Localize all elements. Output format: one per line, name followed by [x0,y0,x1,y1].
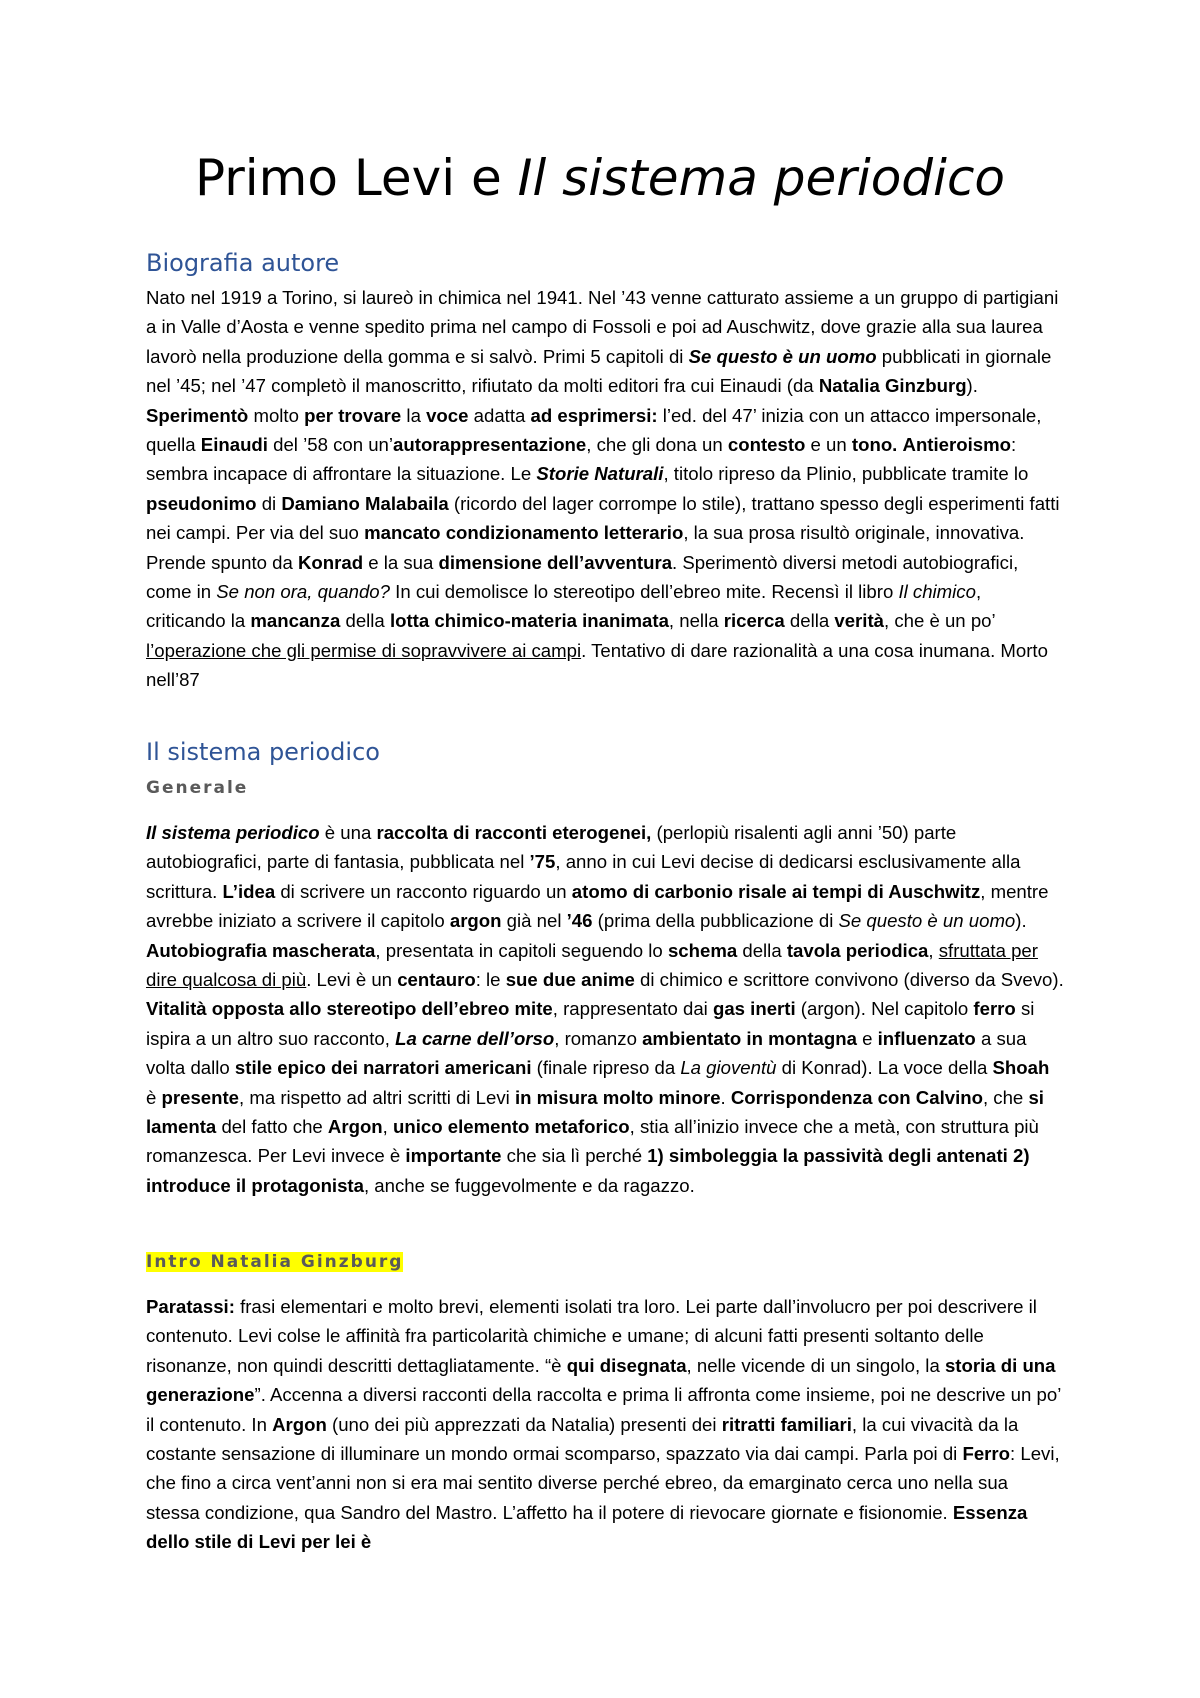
text-run: adatta [468,404,531,426]
subheading-intro-ginzburg [146,1252,403,1272]
text-run: (prima della pubblicazione di [592,910,839,932]
text-run: (argon). Nel capitolo [795,998,974,1020]
text-run: che sia lì perché [501,1145,648,1167]
italic-text: La gioventù [680,1057,777,1079]
bold-italic-text: Se questo è un uomo [688,345,877,367]
text-run: ). [1015,910,1027,932]
bold-italic-text: La carne dell’orso [395,1027,555,1049]
text-run: del fatto che [216,1116,328,1138]
text-run: : Levi, che fino a circa vent’anni non si era mai sentito diverse perché ebreo, da emarginato cerca uno nella sua stessa condizione, qua Sandro del Mastro. L’affetto ha il potere di rievocare giornate e fisionomie. [146,1443,1060,1523]
text-run: Nato nel 1919 a Torino, si laureò in chimica nel 1941. Nel ’43 venne catturato assieme a un gruppo di partigiani a in Valle d’Aosta e venne spedito prima nel campo di Fossoli e poi ad Auschwitz, dove grazie alla sua laurea lavorò nella produzione della gomma e si salvò. Primi 5 capitoli di [146,287,1059,367]
bold-text: ’75 [529,851,556,873]
bold-text: stile epico dei narratori americani [234,1057,532,1079]
text-run: già nel [501,910,567,932]
bold-text: L’idea [222,880,276,902]
bold-text: Ferro [962,1443,1011,1465]
text-run: (uno dei più apprezzati da Natalia) presenti dei [326,1413,722,1435]
bold-text: Argon [327,1116,383,1138]
text-run: di scrivere un racconto riguardo un [275,880,572,902]
text-run: , anche se fuggevolmente e da ragazzo. [363,1174,695,1196]
text-run: si ispira a un altro suo racconto, [146,998,1035,1049]
bold-text: pseudonimo [146,492,257,514]
bold-text: centauro [397,969,476,991]
text-run: della [737,939,787,961]
text-run: ”. Accenna a diversi racconti della raccolta e prima li affronta come insieme, poi ne descrive un po’ il contenuto. In [146,1384,1061,1435]
text-run: , che gli dona un [586,434,728,456]
bold-text: ritratti familiari [721,1413,852,1435]
bold-text: tono. [851,434,898,456]
heading-sistema-periodico: Il sistema periodico [146,738,380,766]
text-run: della [784,610,835,632]
bold-text: mancanza [250,610,341,632]
bold-italic-text: Storie Naturali [536,463,664,485]
italic-text: Il chimico [898,581,976,603]
bold-text: sue due anime [505,969,635,991]
text-run: , la sua prosa risultò originale, innovativa. Prende spunto da [146,522,1025,573]
bold-text: tavola periodica [786,939,929,961]
bold-text: unico elemento metaforico [393,1116,630,1138]
text-run: della [340,610,390,632]
text-run: , anno in cui Levi decise di dedicarsi esclusivamente alla scrittura. [146,851,1021,902]
bold-text: ’46 [566,910,593,932]
bold-text: argon [449,910,502,932]
text-run: : le [475,969,506,991]
text-run: , mentre avrebbe iniziato a scrivere il capitolo [146,880,1049,932]
text-run: a sua volta dallo [146,1027,1027,1079]
text-run: , romanzo [554,1027,643,1049]
text-run: frasi elementari e molto brevi, elementi isolati tra loro. Lei parte dall’involucro per poi descrivere il contenuto. Levi colse le affinità fra particolarità chimiche e umane; di alcuni fatti presenti soltanto delle risonanze, non quindi descritti dettagliatamente. “è [146,1296,1037,1376]
text-run: (finale ripreso da [531,1057,681,1079]
text-run: , [928,939,939,961]
text-run: , [382,1116,394,1138]
text-run: , ma rispetto ad altri scritti di Levi [239,1086,515,1108]
text-run: e [856,1027,878,1049]
bold-text: in misura molto minore [514,1086,721,1108]
italic-text: Se questo è un uomo [838,910,1016,932]
text-run: molto [248,404,305,426]
bold-text: qui disegnata [566,1354,687,1376]
bold-text: raccolta di racconti eterogenei, [376,822,652,843]
bold-text: Damiano Malabaila [281,492,449,514]
bold-text: Einaudi [200,434,268,456]
bold-text: storia di una generazione [146,1354,1056,1406]
bold-text: atomo di carbonio risale ai tempi di Auschwitz [571,880,981,902]
underlined-text: sfruttata per dire qualcosa di più [146,939,1038,991]
bold-text: dimensione dell’avventura [438,551,673,573]
text-run: la [401,404,427,426]
text-run: pubblicati in giornale nel ’45; nel ’47 completò il manoscritto, rifiutato da molti editori fra cui Einaudi (da [146,345,1052,397]
text-run: . Levi è un [306,969,398,991]
text-run: . Sperimentò diversi metodi autobiografici, come in [146,551,1019,603]
title-prefix: Primo Levi e [194,149,518,207]
text-run: , che [982,1086,1029,1108]
text-run: In cui demolisce lo stereotipo dell’ebreo mite. Recensì il libro [389,581,899,603]
bold-text: ad esprimersi: [530,404,658,426]
text-run: e la sua [363,551,439,573]
bold-text: contesto [727,434,806,456]
document-title [0,148,1200,208]
bold-text: Antieroismo [902,434,1011,456]
bold-text: Corrispondenza con Calvino [730,1086,983,1108]
bold-text: Sperimentò [146,404,249,426]
paragraph-generale [146,818,1064,1200]
italic-text: Se non ora, quando? [216,581,390,603]
bold-text: importante [405,1145,502,1167]
bold-text: si lamenta [146,1086,1044,1138]
bold-text: schema [667,939,738,961]
paragraph-intro-ginzburg [146,1292,1064,1557]
text-run: , nella [668,610,724,632]
bold-text: ricerca [723,610,785,632]
bold-text: Argon [272,1413,327,1435]
text-run: , presentata in capitoli seguendo lo [375,939,668,961]
bold-text: Essenza dello stile di Levi per lei è [146,1501,1028,1553]
text-run: , titolo ripreso da Plinio, pubblicate tramite lo [663,463,1029,485]
bold-text: Konrad [297,551,364,573]
title-italic: Il sistema periodico [517,149,1006,207]
subheading-generale: Generale [146,778,249,798]
bold-text: influenzato [877,1027,976,1049]
bold-text: 1) simboleggia la passività degli antenati 2) introduce il protagonista [146,1145,1030,1196]
paragraph-biografia [146,283,1064,695]
text-run: : sembra incapace di affrontare la situazione. Le [146,434,1017,485]
heading-biografia: Biografia autore [146,249,340,277]
text-run: , nelle vicende di un singolo, la [686,1354,945,1376]
text-run: . [720,1086,731,1108]
bold-text: ferro [973,998,1016,1020]
bold-text: lotta chimico-materia inanimata [389,610,669,632]
bold-text: voce [426,404,469,426]
text-run: , rappresentato dai [552,998,713,1020]
bold-text: mancato condizionamento letterario [364,522,684,544]
text-run: di [256,492,282,514]
bold-text: Vitalità opposta allo stereotipo dell’ebreo mite [146,998,553,1020]
text-run: , la cui vivacità da la costante sensazione di illuminare un mondo ormai scomparso, spazzato via dai campi. Parla poi di [146,1413,1019,1465]
text-run: del ’58 con un’ [267,434,394,456]
bold-text: per trovare [304,404,402,426]
bold-text: Natalia Ginzburg [818,375,967,397]
text-run: , che è un po’ [883,610,995,632]
text-run: l’ed. del 47’ inizia con un attacco impersonale, quella [146,404,1042,456]
text-run: (perlopiù risalenti agli anni ’50) parte autobiografici, parte di fantasia, pubblicata nel [146,822,957,873]
text-run: è una [319,822,377,843]
text-run: , criticando la [146,581,982,632]
text-run: ). [966,375,978,397]
bold-text: autorappresentazione [393,434,587,456]
underlined-text: l’operazione che gli permise di sopravvivere ai campi [146,639,582,661]
text-run: di chimico e scrittore convivono (diverso da Svevo). [634,969,1064,991]
bold-italic-text: Il sistema periodico [146,822,320,843]
text-run: di Konrad). La voce della [776,1057,993,1079]
text-run: , stia all’inizio invece che a metà, con struttura più romanzesca. Per Levi invece è [146,1116,1039,1167]
bold-text: Autobiografia mascherata [146,939,376,961]
text-run: (ricordo del lager corrompe lo stile), trattano spesso degli esperimenti fatti nei campi. Per via del suo [146,492,1060,544]
text-run: è [146,1086,162,1108]
bold-text: gas inerti [712,998,796,1020]
highlighted-text: Intro Natalia Ginzburg [146,1252,404,1272]
text-run: e un [805,434,852,456]
bold-text: presente [161,1086,240,1108]
bold-text: Shoah [992,1057,1050,1079]
bold-text: ambientato in montagna [642,1027,857,1049]
bold-text: Paratassi: [146,1296,235,1317]
bold-text: verità [834,610,884,632]
text-run: . Tentativo di dare razionalità a una cosa inumana. Morto nell’87 [146,639,1048,691]
